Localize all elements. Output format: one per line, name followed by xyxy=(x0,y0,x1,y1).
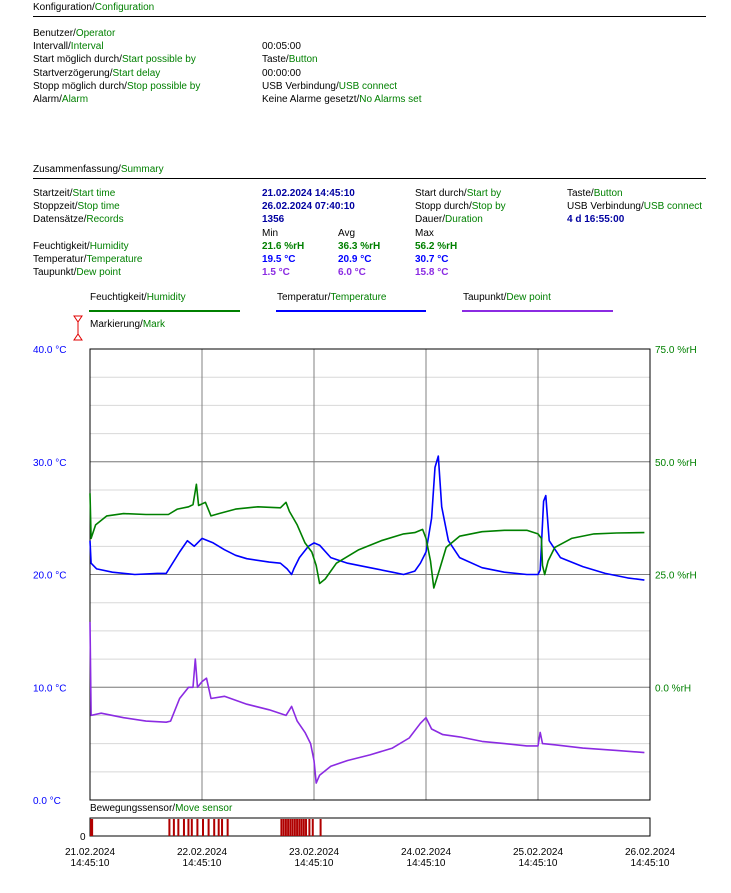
x-tick-label-time: 14:45:10 xyxy=(294,858,334,869)
motion-event-bar xyxy=(285,819,287,836)
summary-temp-label: Temperatur/Temperature xyxy=(33,254,143,265)
motion-event-bar xyxy=(202,819,204,836)
summary-humidity-label: Feuchtigkeit/Humidity xyxy=(33,241,129,252)
motion-event-bar xyxy=(283,819,285,836)
x-tick-label-time: 14:45:10 xyxy=(70,858,110,869)
motion-event-bar xyxy=(294,819,296,836)
motion-event-bar xyxy=(305,819,307,836)
summary-startby-value: Taste/Button xyxy=(567,188,623,199)
config-row-label: Stopp möglich durch/Stop possible by xyxy=(33,80,201,92)
legend-temperature: Temperatur/Temperature xyxy=(277,292,387,303)
config-row-value: 00:00:00 xyxy=(262,67,301,79)
legend-mark: Markierung/Mark xyxy=(90,319,166,330)
y-left-tick-label: 0.0 °C xyxy=(33,796,61,807)
temp-avg: 20.9 °C xyxy=(338,254,372,265)
summary-duration-value: 4 d 16:55:00 xyxy=(567,214,625,225)
motion-event-bar xyxy=(168,819,170,836)
y-left-tick-label: 40.0 °C xyxy=(33,345,67,356)
motion-event-bar xyxy=(308,819,310,836)
humidity-max: 56.2 %rH xyxy=(415,241,458,252)
col-avg-header: Avg xyxy=(338,228,356,239)
config-title: Konfiguration/Configuration xyxy=(33,2,155,13)
x-tick-label-date: 25.02.2024 xyxy=(512,847,564,858)
dew-min: 1.5 °C xyxy=(262,267,290,278)
summary-startby-label: Start durch/Start by xyxy=(415,188,502,199)
motion-event-bar xyxy=(289,819,291,836)
x-tick-label-date: 24.02.2024 xyxy=(400,847,452,858)
motion-event-bar xyxy=(191,819,193,836)
col-max-header: Max xyxy=(415,228,434,239)
config-row-label: Startverzögerung/Start delay xyxy=(33,67,161,79)
y-right-tick-label: 25.0 %rH xyxy=(655,570,697,582)
motion-event-bar xyxy=(287,819,289,836)
motion-event-bar xyxy=(320,819,322,836)
motion-event-bar xyxy=(303,819,305,836)
motion-event-bar xyxy=(227,819,229,836)
summary-records-value: 1356 xyxy=(262,214,285,225)
summary-stopby-value: USB Verbindung/USB connect xyxy=(567,201,703,212)
config-row-label: Start möglich durch/Start possible by xyxy=(33,54,196,66)
legend-dewpoint: Taupunkt/Dew point xyxy=(463,292,551,303)
x-tick-label-date: 26.02.2024 xyxy=(624,847,676,858)
motion-event-bar xyxy=(298,819,300,836)
summary-duration-label: Dauer/Duration xyxy=(415,214,483,225)
legend-humidity: Feuchtigkeit/Humidity xyxy=(90,292,186,303)
config-row-value: 00:05:00 xyxy=(262,41,301,53)
y-right-tick-label: 75.0 %rH xyxy=(655,345,697,356)
motion-event-bar xyxy=(196,819,198,836)
motion-event-bar xyxy=(280,819,282,836)
motion-event-bar xyxy=(292,819,294,836)
motion-event-bar xyxy=(91,819,93,836)
motion-event-bar xyxy=(183,819,185,836)
y-left-tick-label: 30.0 °C xyxy=(33,457,67,469)
humidity-series-line xyxy=(90,484,644,588)
motion-sensor-label: Bewegungssensor/Move sensor xyxy=(90,803,233,814)
motion-event-bar xyxy=(208,819,210,836)
summary-records-label: Datensätze/Records xyxy=(33,214,124,225)
x-tick-label-date: 23.02.2024 xyxy=(288,847,340,858)
dew-avg: 6.0 °C xyxy=(338,267,366,278)
motion-event-bar xyxy=(187,819,189,836)
motion-event-bar xyxy=(177,819,179,836)
motion-event-bar xyxy=(301,819,303,836)
summary-title: Zusammenfassung/Summary xyxy=(33,164,164,175)
y-right-tick-label: 0.0 %rH xyxy=(655,683,692,695)
temp-min: 19.5 °C xyxy=(262,254,296,265)
summary-stop-value: 26.02.2024 07:40:10 xyxy=(262,201,355,212)
config-row-label: Benutzer/Operator xyxy=(33,28,116,39)
config-row-label: Intervall/Interval xyxy=(33,41,104,53)
x-tick-label-date: 21.02.2024 xyxy=(64,847,116,858)
y-right-tick-label: 50.0 %rH xyxy=(655,457,697,469)
config-row-value: Taste/Button xyxy=(262,54,318,66)
summary-start-value: 21.02.2024 14:45:10 xyxy=(262,188,355,199)
temp-max: 30.7 °C xyxy=(415,254,449,265)
summary-start-label: Startzeit/Start time xyxy=(33,188,116,199)
col-min-header: Min xyxy=(262,228,279,239)
motion-event-bar xyxy=(296,819,298,836)
summary-dew-label: Taupunkt/Dew point xyxy=(33,267,121,278)
motion-event-bar xyxy=(173,819,175,836)
motion-axis-label: 0 xyxy=(80,832,86,843)
x-tick-label-time: 14:45:10 xyxy=(406,858,446,869)
summary-stop-label: Stoppzeit/Stop time xyxy=(33,201,120,212)
humidity-min: 21.6 %rH xyxy=(262,241,305,252)
dewpoint-series-line xyxy=(90,622,644,783)
motion-event-bar xyxy=(218,819,220,836)
humidity-avg: 36.3 %rH xyxy=(338,241,381,252)
config-row-label: Alarm/Alarm xyxy=(33,94,89,105)
y-left-tick-label: 10.0 °C xyxy=(33,683,67,695)
config-row-value: USB Verbindung/USB connect xyxy=(262,80,398,92)
config-row-value: Keine Alarme gesetzt/No Alarms set xyxy=(262,94,422,105)
motion-event-bar xyxy=(213,819,215,836)
summary-stopby-label: Stopp durch/Stop by xyxy=(415,201,506,212)
x-tick-label-time: 14:45:10 xyxy=(182,858,222,869)
y-left-tick-label: 20.0 °C xyxy=(33,570,67,582)
x-tick-label-time: 14:45:10 xyxy=(630,858,670,869)
x-tick-label-date: 22.02.2024 xyxy=(176,847,228,858)
motion-event-bar xyxy=(221,819,223,836)
motion-event-bar xyxy=(312,819,314,836)
dew-max: 15.8 °C xyxy=(415,267,449,278)
x-tick-label-time: 14:45:10 xyxy=(518,858,558,869)
